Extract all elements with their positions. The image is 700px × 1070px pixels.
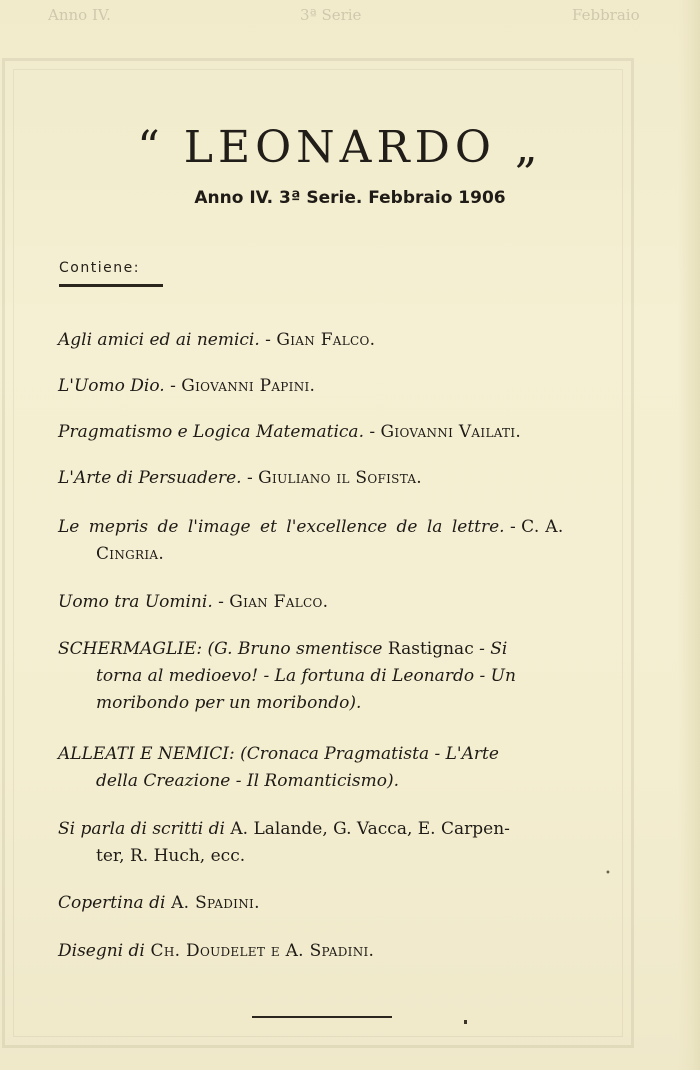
entry-author: Gian Falco. [276, 330, 376, 350]
entry-separator: - [241, 468, 259, 488]
entry-name: Rastignac [382, 639, 474, 659]
entry-title: Agli amici ed ai nemici. [58, 330, 260, 350]
toc-entry [58, 419, 613, 446]
toc-entry [58, 589, 613, 616]
entry-section: ALLEATI E NEMICI: (Cronaca Pragmatista - L'Arte [58, 744, 499, 764]
entry-author: Giovanni Vailati. [380, 422, 522, 442]
toc-entry [58, 636, 613, 717]
entry-section-line3: moribondo per un moribondo). [96, 693, 362, 713]
entry-title: L'Arte di Persuadere. [58, 468, 242, 488]
entry-prefix: Copertina di [58, 893, 166, 913]
toc-entry [58, 938, 613, 965]
ink-speck: • [605, 868, 611, 879]
entry-names: A. Lalande, G. Vacca, E. Carpen- [224, 819, 510, 839]
bleed-through-header [0, 6, 700, 26]
entry-title: Le mepris de l'image et l'excellence de la lettre. [58, 517, 505, 537]
entry-section-cont: - Si [473, 639, 508, 659]
toc-entry [58, 373, 613, 400]
entry-title: L'Uomo Dio. [58, 376, 165, 396]
bleed-through-left: Anno IV. [48, 6, 111, 24]
entry-author: Giovanni Papini. [181, 376, 316, 396]
entry-section-line2: della Creazione - Il Romanticismo). [96, 771, 400, 791]
toc-entry [58, 890, 613, 917]
entry-author-continued: Cingria. [96, 544, 165, 564]
entry-section-line2: torna al medioevo! - La fortuna di Leonardo - Un [96, 666, 516, 686]
journal-title: “ LEONARDO „ [137, 122, 543, 173]
entry-section: SCHERMAGLIE: (G. Bruno smentisce [58, 639, 383, 659]
entry-prefix: Si parla di scritti di [58, 819, 225, 839]
entry-author: C. A. [521, 517, 564, 537]
contents-label: Contiene: [59, 260, 140, 276]
entry-title: Pragmatismo e Logica Matematica. [58, 422, 364, 442]
entry-prefix: Disegni di [58, 941, 145, 961]
toc-entry [58, 741, 613, 795]
page-edge-shadow [678, 0, 700, 1070]
entry-title: Uomo tra Uomini. [58, 592, 213, 612]
bleed-through-right: Febbraio [572, 6, 640, 24]
entry-separator: - [164, 376, 182, 396]
issue-subtitle: Anno IV. 3ª Serie. Febbraio 1906 [194, 188, 506, 208]
entry-separator: - [259, 330, 277, 350]
toc-entry [58, 465, 613, 492]
entry-author: Gian Falco. [229, 592, 329, 612]
entry-separator: - [212, 592, 230, 612]
entry-author: Ch. Doudelet e A. Spadini. [144, 941, 375, 961]
contents-underline [59, 284, 163, 287]
bleed-through-center: 3ª Serie [300, 6, 362, 24]
bottom-rule [252, 1016, 392, 1018]
toc-entry [58, 514, 613, 568]
entry-separator: - [504, 517, 522, 537]
toc-entry [58, 327, 613, 354]
entry-separator: - [363, 422, 381, 442]
entry-names-line2: ter, R. Huch, ecc. [96, 846, 246, 866]
entry-author: Giuliano il Sofista. [258, 468, 423, 488]
toc-entry [58, 816, 613, 870]
ink-speck-2 [464, 1020, 467, 1024]
entry-author: A. Spadini. [165, 893, 260, 913]
